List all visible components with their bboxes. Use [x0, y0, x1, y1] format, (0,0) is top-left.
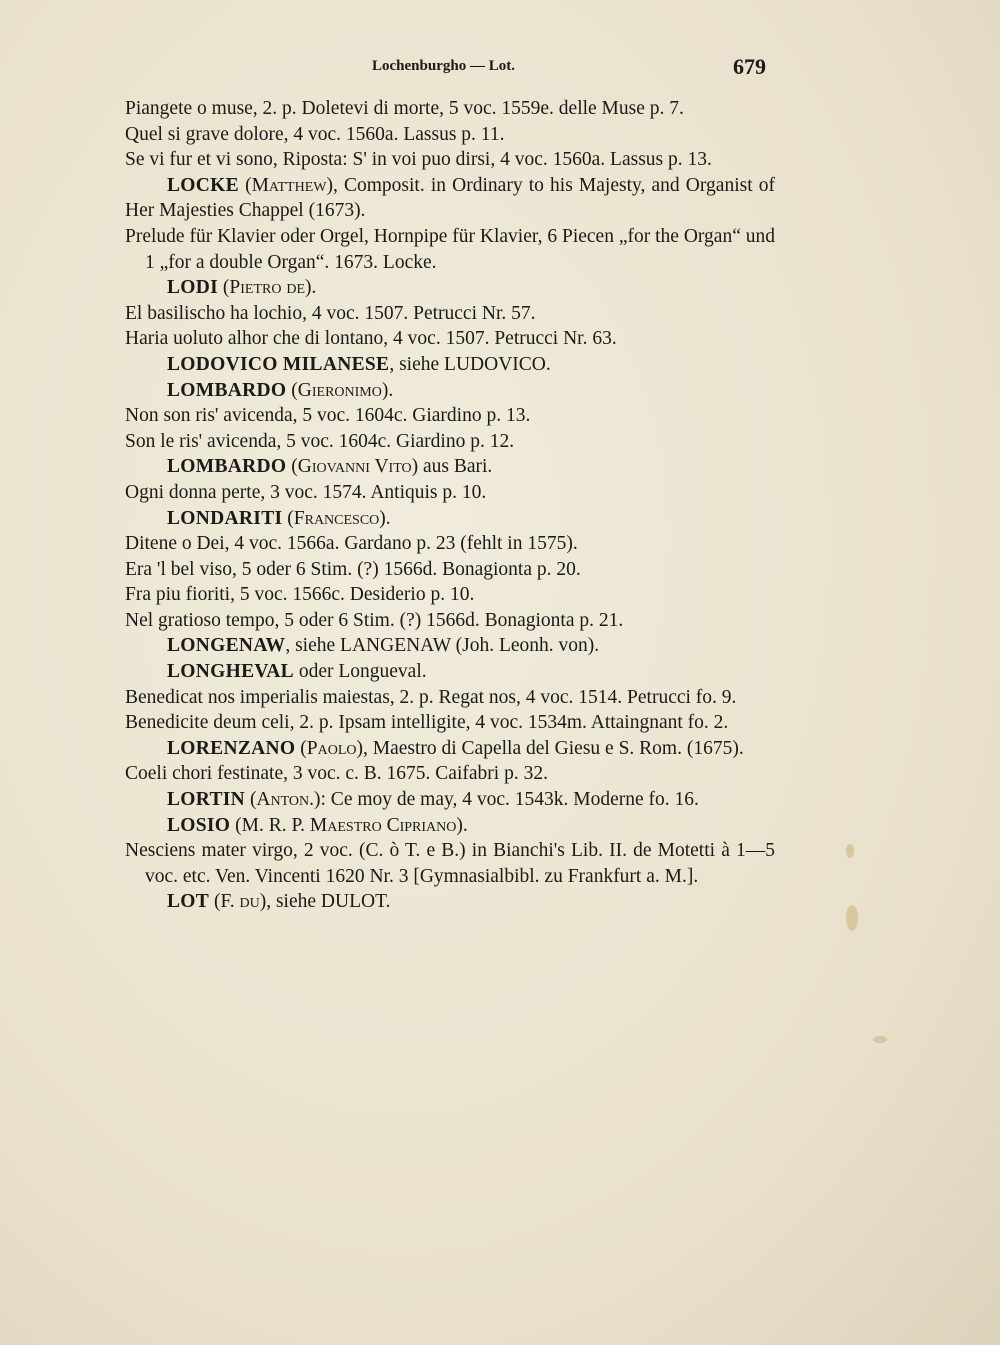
work-listing: Ditene o Dei, 4 voc. 1566a. Gardano p. 23 (fehlt in 1575).	[125, 533, 578, 555]
work-listing: Son le ris' avicenda, 5 voc. 1604c. Giardino p. 12.	[125, 430, 515, 452]
composer-name: LORENZANO	[167, 737, 296, 759]
entry-description: , siehe LUDOVICO.	[389, 353, 551, 375]
entry-description: .	[388, 379, 394, 401]
work-listing: Se vi fur et vi sono, Riposta: S' in voi puo dirsi, 4 voc. 1560a. Lassus p. 13.	[125, 149, 712, 171]
entry-description: aus Bari.	[418, 456, 493, 478]
work-listing: Fra piu fioriti, 5 voc. 1566c. Desiderio p. 10.	[125, 584, 475, 606]
composer-entry	[125, 633, 775, 659]
composer-forename: (Paolo)	[300, 737, 363, 759]
work-listing: Benedicite deum celi, 2. p. Ipsam intelligite, 4 voc. 1534m. Attaingnant fo. 2.	[125, 712, 729, 734]
entry-description: , Composit. in Ordinary to his Majesty, and Organist of Her Majesties Chappel (1673).	[125, 174, 776, 222]
work-listing: Prelude für Klavier oder Orgel, Hornpipe für Klavier, 6 Piecen „for the Organ“ und 1 „for a double Organ“. 1673. Locke.	[125, 225, 775, 273]
composer-entry	[125, 889, 775, 915]
composer-name: LODOVICO MILANESE	[167, 353, 390, 375]
entry-description: , siehe LANGENAW (Joh. Leonh. von).	[285, 635, 600, 657]
composer-entry	[125, 813, 775, 839]
entry-description: , Maestro di Capella del Giesu e S. Rom. (1675).	[362, 737, 744, 759]
work-listing: Nesciens mater virgo, 2 voc. (C. ò T. e B.) in Bianchi's Lib. II. de Motetti à 1—5 voc. etc. Ven. Vincenti 1620 Nr. 3 [Gymnasialbibl. zu Frankfurt a. M.].	[125, 840, 775, 887]
composer-entry	[125, 506, 775, 532]
page-text	[125, 96, 775, 915]
composer-name: LONGENAW	[167, 635, 286, 657]
composer-name: LOT	[167, 891, 210, 913]
composer-name: LOMBARDO	[167, 379, 287, 401]
composer-forename: (Francesco)	[287, 507, 386, 529]
running-title: Lochenburgho — Lot.	[372, 58, 515, 74]
work-listing: Haria uoluto alhor che di lontano, 4 voc. 1507. Petrucci Nr. 63.	[125, 328, 617, 350]
composer-entry	[125, 787, 775, 813]
composer-entry	[125, 173, 775, 224]
work-listing: Ogni donna perte, 3 voc. 1574. Antiquis p. 10.	[125, 481, 487, 503]
composer-forename: (F. du)	[213, 891, 267, 913]
entry-description: .	[385, 507, 391, 529]
composer-forename: (Anton.)	[249, 789, 321, 811]
composer-entry	[125, 454, 775, 480]
composer-name: LONDARITI	[167, 507, 283, 529]
composer-name: LORTIN	[167, 789, 246, 811]
work-listing: Nel gratioso tempo, 5 oder 6 Stim. (?) 1566d. Bonagionta p. 21.	[125, 609, 624, 631]
composer-forename: (Pietro de)	[222, 277, 312, 299]
composer-entry	[125, 378, 775, 404]
composer-entry	[125, 736, 775, 762]
composer-forename: (M. R. P. Maestro Cipriano)	[235, 814, 463, 836]
composer-entry	[125, 659, 775, 685]
entry-description: oder Longueval.	[293, 661, 427, 683]
work-listing: Quel si grave dolore, 4 voc. 1560a. Lassus p. 11.	[125, 123, 505, 145]
composer-name: LOMBARDO	[167, 456, 287, 478]
entry-description: .	[462, 814, 468, 836]
stain-mark	[873, 1036, 887, 1043]
work-listing: Era 'l bel viso, 5 oder 6 Stim. (?) 1566d. Bonagionta p. 20.	[125, 558, 581, 580]
entry-description: : Ce moy de may, 4 voc. 1543k. Moderne fo. 16.	[320, 789, 699, 811]
composer-name: LODI	[167, 277, 219, 299]
entry-description: , siehe DULOT.	[266, 891, 391, 913]
composer-forename: (Giovanni Vito)	[291, 456, 419, 478]
composer-forename: (Gieronimo)	[291, 379, 389, 401]
composer-forename: (Matthew)	[245, 174, 333, 196]
entry-description: .	[311, 277, 317, 299]
page-header	[0, 54, 1000, 84]
stain-mark	[846, 844, 854, 858]
page-number: 679	[733, 54, 766, 79]
composer-name: LOCKE	[167, 174, 239, 196]
composer-entry	[125, 352, 775, 378]
work-listing: Non son ris' avicenda, 5 voc. 1604c. Giardino p. 13.	[125, 405, 531, 427]
composer-entry	[125, 275, 775, 301]
composer-name: LOSIO	[167, 814, 231, 836]
composer-name: LONGHEVAL	[167, 661, 294, 683]
work-listing: Benedicat nos imperialis maiestas, 2. p. Regat nos, 4 voc. 1514. Petrucci fo. 9.	[125, 686, 737, 708]
work-listing: El basilischo ha lochio, 4 voc. 1507. Petrucci Nr. 57.	[125, 302, 536, 324]
work-listing: Coeli chori festinate, 3 voc. c. B. 1675. Caifabri p. 32.	[125, 763, 548, 785]
stain-mark	[846, 905, 858, 931]
work-listing: Piangete o muse, 2. p. Doletevi di morte, 5 voc. 1559e. delle Muse p. 7.	[125, 98, 684, 119]
